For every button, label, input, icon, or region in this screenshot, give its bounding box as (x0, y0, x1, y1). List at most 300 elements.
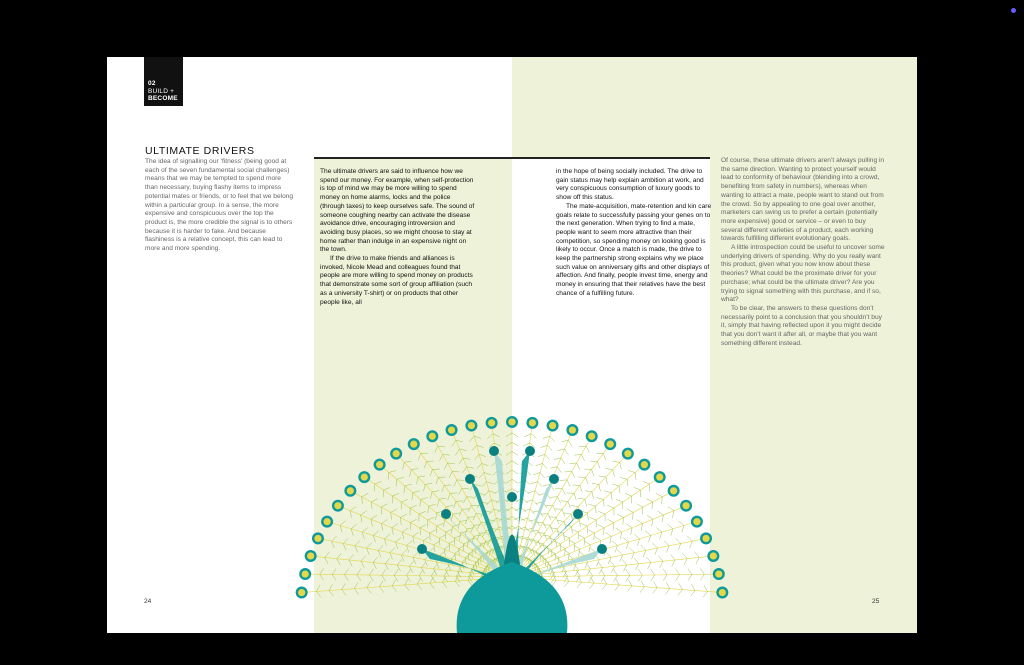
feather-barb (449, 543, 450, 550)
feather-barb (637, 504, 643, 507)
feather-barb (536, 463, 543, 465)
feather-barb (543, 522, 546, 528)
feather-barb (396, 538, 402, 543)
feather-barb (616, 528, 622, 532)
feather-barb (459, 545, 465, 548)
feather-barb (613, 523, 614, 530)
feather-barb (435, 446, 438, 452)
feather-barb (687, 536, 692, 541)
feather-barb (418, 453, 420, 460)
feather-barb (655, 548, 658, 555)
feather-barb (550, 497, 557, 498)
column-top-rule (314, 157, 710, 159)
feather-barb (574, 493, 576, 500)
feather-eye-inner (702, 535, 709, 542)
plume-tip (597, 544, 607, 554)
feather-barb (451, 514, 453, 521)
feather-barb (599, 484, 601, 491)
feather-barb (533, 473, 540, 475)
feather-barb (633, 512, 634, 519)
feather-barb (574, 543, 575, 550)
feather-barb (400, 514, 406, 517)
feather-barb (612, 541, 618, 546)
feather-barb (419, 576, 423, 582)
chapter-line2: BECOME (148, 95, 178, 102)
feather-barb (598, 562, 603, 568)
feather-barb (700, 568, 704, 574)
feather-barb (590, 517, 597, 520)
feather-barb (316, 585, 320, 591)
feather-barb (373, 535, 375, 542)
feather-barb (444, 520, 445, 527)
feather-barb (418, 476, 425, 477)
feather-barb (417, 477, 419, 484)
feather-barb (603, 578, 607, 584)
feather-barb (467, 467, 474, 468)
feather-barb (425, 483, 432, 484)
feather-barb (460, 533, 461, 540)
feather-barb (557, 467, 561, 473)
feather-barb (384, 539, 386, 546)
feather-barb (589, 545, 590, 552)
feather-barb (437, 523, 444, 526)
feather-barb (384, 487, 391, 490)
feather-barb (602, 584, 606, 590)
feather-barb (550, 525, 552, 532)
feather-eye-inner (361, 473, 368, 480)
feather-barb (482, 482, 487, 487)
feather-barb (671, 529, 673, 536)
feather-barb (379, 587, 383, 593)
feather-barb (412, 493, 413, 500)
col3-paragraph-2: The mate-acquisition, mate-retention and kin care goals relate to successfully passing your genes on to the next generation. When trying to find a mate, people want to seem more attractive than their competition, so spending money on looking good is likely to occur. Once a match is made, the drive to keep the partnership strong explains why we place such value on anniversary gifts and other displays of affection. And finally, people invest time, energy and money in ensuring that their relatives have the best chance of a fulfilling future. (556, 202, 712, 297)
feather-barb (623, 538, 629, 543)
feather-barb (381, 507, 382, 514)
feather-barb (623, 518, 624, 525)
section-heading: ULTIMATE DRIVERS (145, 145, 255, 157)
feather-barb (486, 482, 493, 484)
feather-barb (400, 518, 401, 525)
feather-barb (581, 455, 584, 461)
feather-barb (460, 520, 467, 521)
body-column-4 (721, 157, 885, 348)
feather-eye-inner (393, 450, 400, 457)
feather-barb (578, 498, 585, 499)
feather-barb (617, 514, 623, 517)
feather-barb (506, 451, 512, 455)
feather-barb (651, 575, 655, 581)
feather-barb (550, 436, 555, 441)
feather-barb (554, 541, 561, 544)
feather-barb (439, 538, 440, 545)
feather-barb (489, 491, 496, 493)
feather-barb (606, 477, 608, 484)
feather-eye-inner (314, 535, 321, 542)
feather-barb (401, 550, 406, 555)
page-number-left: 24 (144, 598, 152, 605)
feather-barb (361, 561, 364, 567)
feather-barb (676, 575, 680, 581)
feather-barb (611, 493, 612, 500)
feather-barb (448, 493, 450, 500)
feather-barb (666, 546, 669, 553)
feather-barb (459, 458, 463, 464)
feather-barb (666, 582, 670, 588)
feather-barb (325, 552, 330, 558)
feather-barb (603, 499, 604, 506)
feather-barb (506, 470, 512, 474)
feather-barb (442, 485, 444, 492)
feather-barb (484, 491, 489, 496)
feather-barb (458, 521, 460, 528)
feather-barb (439, 455, 442, 461)
feather-eye-inner (508, 418, 515, 425)
feather-barb (528, 491, 535, 493)
feather-eye-inner (715, 570, 722, 577)
feather-barb (565, 575, 569, 581)
feather-barb (620, 532, 621, 539)
feather-barb (413, 532, 419, 536)
feather-barb (601, 576, 605, 582)
feather-barb (594, 533, 595, 540)
feather-barb (569, 463, 576, 464)
feather-barb (578, 549, 579, 556)
feather-barb (580, 520, 581, 527)
feather-barb (628, 471, 635, 473)
feather-barb (521, 518, 528, 520)
feather-barb (668, 507, 674, 511)
feather-barb (555, 488, 562, 489)
feather-barb (603, 528, 604, 535)
feather-barb (607, 505, 614, 508)
feather-barb (429, 547, 435, 552)
feather-barb (658, 556, 663, 562)
feather-barb (332, 536, 337, 541)
feather-barb (382, 575, 386, 581)
feather-barb (391, 512, 392, 519)
feather-barb (531, 434, 536, 439)
feather-barb (459, 549, 460, 556)
feather-barb (627, 509, 633, 512)
feather-barb (367, 581, 371, 587)
feather-barb (369, 569, 373, 575)
feather-barb (627, 586, 631, 592)
feather-barb (592, 469, 594, 476)
feather-barb (554, 458, 561, 459)
feather-barb (696, 557, 699, 563)
feather-barb (332, 541, 335, 548)
feather-barb (455, 575, 459, 581)
feather-eye-inner (656, 473, 663, 480)
feather-barb (638, 569, 642, 575)
feather-barb (629, 548, 634, 553)
feather-barb (357, 569, 361, 575)
feather-barb (444, 549, 445, 556)
feather-eye-inner (693, 518, 700, 525)
plume-tip (549, 474, 559, 484)
feather-eye-inner (607, 441, 614, 448)
chapter-line1: BUILD (148, 87, 169, 95)
feather-barb (553, 505, 556, 511)
feather-barb (375, 481, 382, 484)
feather-barb (381, 504, 387, 507)
feather-barb (351, 529, 353, 536)
feather-barb (590, 577, 594, 583)
feather-barb (559, 545, 565, 548)
feather-barb (590, 547, 596, 552)
feather-barb (638, 575, 642, 581)
feather-barb (564, 581, 568, 587)
feather-barb (618, 550, 623, 555)
feather-barb (588, 530, 594, 533)
feather-barb (455, 449, 459, 455)
feather-barb (606, 468, 613, 469)
feather-barb (530, 509, 535, 514)
feather-barb (332, 568, 336, 574)
feather-barb (438, 446, 445, 447)
feather-barb (611, 566, 614, 572)
col4-paragraph-2: A little introspection could be useful to uncover some underlying drivers of spending. Why do you really want this product, given what you now know about these theories? What could be the proximate driver for your purchase; what could be the ultimate driver? Are you trying to signal something with this purchase, and if so, what? (721, 244, 885, 304)
feather-barb (409, 561, 414, 567)
feather-eye-inner (710, 552, 717, 559)
feather-barb (446, 529, 453, 532)
feather-barb (662, 497, 663, 504)
feather-barb (538, 482, 543, 487)
feather-barb (586, 563, 591, 569)
page-number-right: 25 (872, 598, 880, 605)
feather-barb (665, 589, 669, 595)
feather-barb (434, 541, 440, 545)
feather-barb (590, 583, 594, 589)
feather-barb (384, 534, 390, 539)
feather-barb (477, 463, 482, 468)
feather-barb (428, 517, 435, 520)
feather-barb (362, 497, 363, 504)
feather-barb (382, 569, 386, 575)
feather-barb (366, 548, 369, 555)
feather-barb (350, 507, 356, 511)
feather-barb (577, 463, 580, 469)
feather-barb (455, 549, 461, 553)
feather-barb (473, 565, 475, 572)
feather-barb (565, 471, 572, 472)
feather-barb (390, 548, 395, 553)
feather-barb (549, 550, 555, 553)
feather-barb (512, 479, 518, 483)
feather-barb (469, 576, 473, 582)
plume-tip (573, 509, 583, 519)
feather-barb (436, 477, 438, 484)
feather-eye-inner (334, 502, 341, 509)
feather-barb (572, 529, 579, 532)
feather-barb (354, 582, 358, 588)
feather-barb (396, 479, 397, 486)
feather-barb (564, 513, 571, 514)
feather-barb (571, 505, 578, 506)
feather-barb (607, 519, 613, 522)
feather-barb (401, 555, 404, 562)
feather-barb (506, 461, 512, 465)
feather-barb (598, 524, 604, 527)
feather-barb (329, 591, 333, 597)
window-indicator-dot (1011, 8, 1016, 13)
feather-barb (476, 514, 483, 515)
feather-barb (419, 570, 423, 576)
feather-barb (453, 513, 460, 514)
feather-barb (625, 493, 632, 496)
feather-barb (444, 463, 447, 469)
feather-barb (397, 477, 404, 479)
feather-barb (531, 482, 538, 484)
feather-barb (407, 541, 413, 546)
feather-barb (332, 574, 336, 580)
feather-barb (512, 489, 518, 493)
feather-barb (565, 449, 569, 455)
feather-barb (420, 524, 426, 527)
feather-barb (355, 541, 360, 546)
feather-barb (595, 506, 596, 513)
feather-barb (512, 470, 518, 474)
feather-barb (643, 481, 650, 484)
feather-barb (446, 505, 453, 506)
feather-barb (385, 558, 390, 564)
feather-barb (361, 515, 362, 522)
feather-barb (635, 473, 636, 480)
feather-barb (585, 499, 587, 506)
feather-barb (467, 497, 474, 498)
feather-barb (522, 498, 527, 503)
feather-barb (493, 434, 499, 437)
feather-barb (561, 440, 568, 441)
feather-barb (512, 461, 518, 465)
feather-barb (646, 557, 651, 563)
feather-barb (389, 471, 396, 473)
feather-barb (471, 505, 478, 506)
feather-barb (468, 505, 471, 511)
feather-eye-inner (302, 570, 309, 577)
feather-barb (587, 513, 588, 520)
feather-barb (349, 554, 354, 560)
feather-barb (637, 519, 643, 523)
feather-barb (420, 499, 421, 506)
feather-barb (373, 562, 376, 568)
feather-barb (584, 538, 585, 545)
feather-barb (613, 570, 617, 576)
feather-barb (342, 590, 346, 596)
feather-barb (405, 484, 412, 486)
feather-barb (616, 499, 623, 502)
feather-barb (595, 537, 601, 541)
feather-barb (534, 564, 540, 569)
feather-barb (392, 580, 396, 586)
feather-barb (429, 504, 436, 506)
plume-tip (441, 509, 451, 519)
feather-barb (564, 533, 565, 540)
feather-barb (361, 511, 367, 515)
feather-barb (672, 560, 675, 566)
feather-barb (482, 463, 489, 465)
feather-barb (626, 569, 630, 575)
feather-barb (457, 480, 464, 481)
feather-barb (405, 579, 409, 585)
chapter-badge (144, 57, 183, 106)
col3-paragraph-1: in the hope of being socially included. The drive to gain status may help explain ambition at work, and very conspicuous consumption of luxury goods to show off this status. (556, 168, 704, 202)
feather-barb (682, 525, 684, 532)
feather-barb (557, 449, 564, 450)
feather-barb (526, 500, 533, 502)
feather-eye-inner (376, 461, 383, 468)
feather-barb (506, 442, 512, 446)
feather-barb (676, 538, 681, 543)
feather-barb (544, 533, 546, 540)
feather-barb (626, 542, 628, 549)
feather-barb (684, 559, 687, 565)
feather-barb (439, 535, 445, 538)
feather-eye-inner (410, 441, 417, 448)
feather-barb (417, 584, 421, 590)
feather-barb (585, 491, 592, 492)
feather-barb (598, 511, 605, 514)
feather-barb (437, 499, 439, 506)
feather-barb (588, 504, 595, 506)
feather-barb (652, 543, 657, 548)
feather-barb (586, 477, 588, 484)
feather-barb (381, 519, 387, 523)
feather-barb (430, 577, 434, 583)
feather-barb (540, 473, 545, 478)
feather-barb (691, 584, 695, 590)
feather-barb (634, 558, 639, 564)
intro-paragraph (145, 158, 295, 254)
feather-barb (410, 470, 412, 477)
feather-barb (541, 545, 548, 547)
feather-barb (343, 538, 348, 543)
feather-barb (491, 500, 498, 502)
feather-barb (634, 534, 640, 539)
feather-barb (371, 502, 372, 509)
feather-barb (428, 506, 429, 513)
feather-barb (660, 561, 663, 567)
feather-barb (506, 479, 512, 483)
feather-barb (410, 505, 417, 508)
feather-barb (362, 528, 368, 533)
feather-barb (344, 575, 348, 581)
feather-eye-inner (670, 487, 677, 494)
feather-barb (366, 543, 371, 548)
feather-barb (533, 500, 538, 505)
feather-barb (430, 583, 434, 589)
feather-barb (678, 543, 681, 550)
body-column-3 (556, 168, 713, 299)
feather-barb (421, 568, 424, 574)
feather-barb (663, 575, 667, 581)
feather-barb (340, 521, 346, 526)
feather-barb (556, 540, 557, 547)
feather-barb (458, 571, 461, 577)
feather-barb (512, 451, 518, 455)
feather-barb (613, 461, 620, 462)
feather-barb (394, 569, 398, 575)
body-column-2 (320, 168, 476, 307)
feather-barb (489, 509, 494, 514)
chapter-number: 02 (148, 80, 156, 87)
feather-barb (524, 434, 530, 437)
feather-barb (325, 557, 328, 563)
feather-barb (538, 531, 541, 537)
feather-barb (545, 505, 552, 506)
feather-barb (423, 484, 425, 491)
feather-barb (560, 480, 567, 481)
